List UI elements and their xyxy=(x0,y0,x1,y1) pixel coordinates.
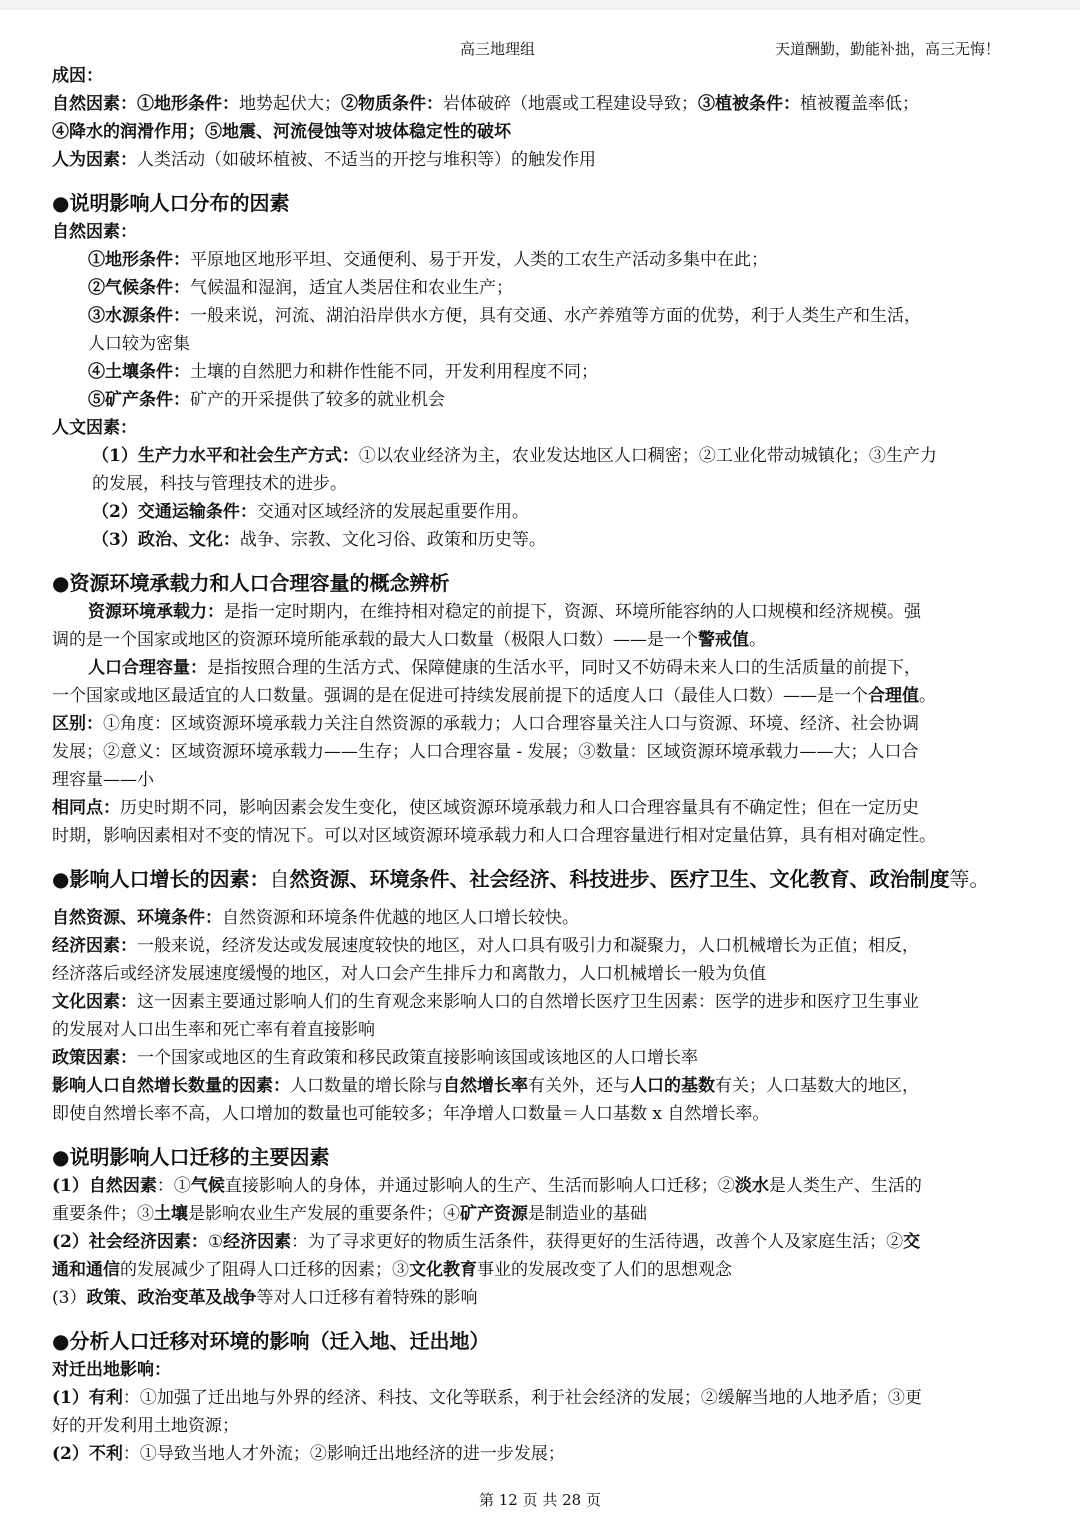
impact-positive-cont: 好的开发利用土地资源； xyxy=(52,1416,239,1436)
growth-economy-text1: 一般来说，经济发达或发展速度较快的地区，对人口具有吸引力和凝聚力，人口机械增长为正值；相反， xyxy=(137,936,919,956)
migration-social-comm: 通和通信 xyxy=(52,1260,120,1280)
distribution-human-label: 人文因素： xyxy=(52,418,137,438)
page-header xyxy=(52,38,1030,62)
growth-policy-label: 政策因素： xyxy=(52,1048,137,1068)
reasonable-def-cont xyxy=(52,682,1032,710)
header-group: 高三地理组 xyxy=(460,40,536,58)
migration-natural-e: 重要条件；③ xyxy=(52,1204,154,1224)
migration-social-economy: 经济因素 xyxy=(223,1232,292,1252)
growth-title-end: 等。 xyxy=(949,867,990,891)
impact-positive-label: (1）有利 xyxy=(52,1388,123,1408)
capacity-label: 资源环境承载力： xyxy=(88,602,224,622)
capacity-def-cont xyxy=(52,626,1032,654)
difference-label: 区别： xyxy=(52,714,103,734)
difference-line3: 理容量——小 xyxy=(52,770,154,790)
header-motto: 天道酬勤，勤能补拙，高三无悔！ xyxy=(774,40,1000,58)
page-content xyxy=(52,62,1032,1468)
human-factor-1-cont: 的发展，科技与管理技术的进步。 xyxy=(92,474,347,494)
human-factor-3-text: 战争、宗教、文化习俗、政策和历史等。 xyxy=(239,530,546,550)
migration-social-education: 文化教育 xyxy=(409,1260,477,1280)
migration-social-d: 的发展减少了阻碍人口迁移的因素；③ xyxy=(120,1260,409,1280)
list-item xyxy=(52,246,1032,274)
migration-natural-c: 直接影响人的身体，并通过影响人的生产、生活而影响人口迁移；② xyxy=(224,1176,735,1196)
human-factor-2-label: （2）交通运输条件： xyxy=(92,502,257,522)
migration-natural-water: 淡水 xyxy=(734,1176,769,1196)
growth-policy xyxy=(52,1044,1032,1072)
growth-culture-text1: 这一因素主要通过影响人们的生育观念来影响人口的自然增长医疗卫生因素：医学的进步和医疗卫生事业 xyxy=(137,992,919,1012)
reasonable-label: 人口合理容量： xyxy=(88,658,207,678)
terrain-label: ①地形条件： xyxy=(137,94,239,114)
migration-natural-label: (1）自然因素 xyxy=(52,1176,157,1196)
same-line2: 时期，影响因素相对不变的情况下。可以对区域资源环境承载力和人口合理容量进行相对定量估算，具有相对确定性。 xyxy=(52,826,936,846)
item-label: ③水源条件： xyxy=(88,306,190,326)
reasonable-end: 。 xyxy=(919,686,936,706)
reasonable-text1: 是指按照合理的生活方式、保障健康的生活水平，同时又不妨碍未来人口的生活质量的前提下， xyxy=(207,658,921,678)
capacity-text1: 是指一定时期内，在维持相对稳定的前提下，资源、环境所能容纳的人口规模和经济规模。强 xyxy=(224,602,921,622)
human-factor-1-text: ①以农业经济为主，农业发达地区人口稠密；②工业化带动城镇化；③生产力 xyxy=(358,446,937,466)
material-text: 岩体破碎（地震或工程建设导致； xyxy=(443,94,698,114)
migration-social xyxy=(52,1228,1032,1256)
capacity-end: 。 xyxy=(749,630,766,650)
section-title-growth xyxy=(52,864,1032,894)
vegetation-label: ③植被条件： xyxy=(698,94,800,114)
growth-culture-cont: 的发展对人口出生率和死亡率有着直接影响 xyxy=(52,1020,375,1040)
growth-title: ●影响人口增长的因素： xyxy=(52,867,270,891)
difference-line1 xyxy=(52,710,1032,738)
human-label: 人为因素： xyxy=(52,150,137,170)
migration-social-c: ：为了寻求更好的物质生活条件，获得更好的生活待遇，改善个人及家庭生活；② xyxy=(291,1232,904,1252)
growth-number-text2: 有关外，还与 xyxy=(528,1076,630,1096)
item-label: ①地形条件： xyxy=(88,250,190,270)
section-title-migration: ●说明影响人口迁移的主要因素 xyxy=(52,1145,330,1169)
difference-line2: 发展；②意义：区域资源环境承载力——生存；人口合理容量 - 发展；③数量：区域资源环境承载力——大；人口合 xyxy=(52,742,919,762)
section-title-capacity: ●资源环境承载力和人口合理容量的概念辨析 xyxy=(52,571,450,595)
growth-economy-label: 经济因素： xyxy=(52,936,137,956)
vegetation-text: 植被覆盖率低； xyxy=(800,94,919,114)
reasonable-bold: 合理值 xyxy=(868,686,919,706)
impact-positive-text1: ：①加强了迁出地与外界的经济、科技、文化等联系，利于社会经济的发展；②缓解当地的人地矛盾；③更 xyxy=(122,1388,922,1408)
list-item xyxy=(52,386,1032,414)
growth-title-factors: 然资源、环境条件、社会经济、科技进步、医疗卫生、文化教育、政治制度 xyxy=(289,867,950,891)
growth-number-text3: 有关；人口基数大的地区， xyxy=(715,1076,919,1096)
list-item xyxy=(52,330,1032,358)
same-line1 xyxy=(52,794,1032,822)
impact-negative-text: ：①导致当地人才外流；②影响迁出地经济的进一步发展； xyxy=(122,1444,565,1464)
item-label: ②气候条件： xyxy=(88,278,190,298)
item-text: 矿产的开采提供了较多的就业机会 xyxy=(190,390,445,410)
migration-policy xyxy=(52,1284,1032,1312)
page-footer: 第 12 页 共 28 页 xyxy=(478,1491,601,1509)
section-title-distribution: ●说明影响人口分布的因素 xyxy=(52,191,290,215)
natural-label: 自然因素： xyxy=(52,94,137,114)
item-label: ④土壤条件： xyxy=(88,362,190,382)
human-factor-1-label: （1）生产力水平和社会生产方式： xyxy=(92,446,359,466)
migration-natural-soil: 土壤 xyxy=(154,1204,188,1224)
impact-positive xyxy=(52,1384,1032,1412)
human-factor-1 xyxy=(52,442,1032,470)
migration-social-a: ① xyxy=(207,1232,224,1252)
growth-number-text1: 人口数量的增长除与 xyxy=(290,1076,443,1096)
growth-natural-text: 自然资源和环境条件优越的地区人口增长较快。 xyxy=(222,908,579,928)
same-label: 相同点： xyxy=(52,798,120,818)
human-factor-2-text: 交通对区域经济的发展起重要作用。 xyxy=(256,502,529,522)
growth-number-bold2: 人口的基数 xyxy=(630,1076,715,1096)
difference-text1: ①角度：区域资源环境承载力关注自然资源的承载力；人口合理容量关注人口与资源、环境、经济、社会协调 xyxy=(103,714,919,734)
migration-policy-c: 等对人口迁移有着特殊的影响 xyxy=(256,1288,478,1308)
migration-natural-d: 是人类生产、生活的 xyxy=(768,1176,922,1196)
item-text: 人口较为密集 xyxy=(88,334,190,354)
migration-natural xyxy=(52,1172,1032,1200)
item-text: 土壤的自然肥力和耕作性能不同，开发利用程度不同； xyxy=(190,362,598,382)
migration-social-label: (2）社会经济因素： xyxy=(52,1232,208,1252)
growth-number-bold1: 自然增长率 xyxy=(443,1076,528,1096)
material-label: ②物质条件： xyxy=(341,94,443,114)
growth-natural-label: 自然资源、环境条件： xyxy=(52,908,222,928)
growth-policy-text: 一个国家或地区的生育政策和移民政策直接影响该国或该地区的人口增长率 xyxy=(137,1048,698,1068)
impact-negative-label: (2）不利 xyxy=(52,1444,123,1464)
distribution-natural-label: 自然因素： xyxy=(52,222,137,242)
list-item xyxy=(52,358,1032,386)
item-text: 平原地区地形平坦、交通便利、易于开发，人类的工农生产活动多集中在此； xyxy=(190,250,768,270)
item-text: 一般来说，河流、湖泊沿岸供水方便，具有交通、水产养殖等方面的优势，利于人类生产和生活， xyxy=(190,306,921,326)
growth-economy xyxy=(52,932,1032,960)
natural-causes-line2: ④降水的润滑作用；⑤地震、河流侵蚀等对坡体稳定性的破坏 xyxy=(52,122,511,142)
cause-label: 成因： xyxy=(52,66,103,86)
capacity-bold: 警戒值 xyxy=(698,630,749,650)
migration-social-traffic: 交 xyxy=(903,1232,921,1252)
growth-number-label: 影响人口自然增长数量的因素： xyxy=(52,1076,290,1096)
human-factor-3 xyxy=(52,526,1032,554)
migration-natural-a: ：① xyxy=(156,1176,191,1196)
reasonable-def xyxy=(52,654,1032,682)
natural-causes-line xyxy=(52,90,1032,118)
capacity-text2: 调的是一个国家或地区的资源环境所能承载的最大人口数量（极限人口数）——是一个 xyxy=(52,630,698,650)
capacity-def xyxy=(52,598,1032,626)
migration-social-e: 事业的发展改变了人们的思想观念 xyxy=(477,1260,732,1280)
item-text: 气候温和湿润，适宜人类居住和农业生产； xyxy=(190,278,513,298)
top-bar xyxy=(0,0,1080,10)
growth-economy-cont: 经济落后或经济发展速度缓慢的地区，对人口会产生排斥力和离散力，人口机械增长一般为负值 xyxy=(52,964,766,984)
human-causes-line xyxy=(52,146,1032,174)
list-item xyxy=(52,274,1032,302)
migration-natural-g: 是制造业的基础 xyxy=(528,1204,647,1224)
same-text1: 历史时期不同，影响因素会发生变化，使区域资源环境承载力和人口合理容量具有不确定性；但在一定历史 xyxy=(120,798,919,818)
migration-natural-f: 是影响农业生产发展的重要条件；④ xyxy=(188,1204,460,1224)
section-title-impact: ●分析人口迁移对环境的影响（迁入地、迁出地） xyxy=(52,1329,490,1353)
growth-number-cont: 即使自然增长率不高，人口增加的数量也可能较多；年净增人口数量＝人口基数 x 自然增长率。 xyxy=(52,1104,770,1124)
list-item xyxy=(52,302,1032,330)
migration-social-cont xyxy=(52,1256,1032,1284)
terrain-text: 地势起伏大； xyxy=(239,94,341,114)
migration-policy-a: (3） xyxy=(52,1288,87,1308)
migration-natural-cont xyxy=(52,1200,1032,1228)
growth-culture-label: 文化因素： xyxy=(52,992,137,1012)
item-label: ⑤矿产条件： xyxy=(88,390,190,410)
reasonable-text2: 一个国家或地区最适宜的人口数量。强调的是在促进可持续发展前提下的适度人口（最佳人口数）——是一个 xyxy=(52,686,868,706)
growth-number xyxy=(52,1072,1032,1100)
growth-natural xyxy=(52,904,1032,932)
human-factor-3-label: （3）政治、文化： xyxy=(92,530,240,550)
migration-policy-bold: 政策、政治变革及战争 xyxy=(86,1288,257,1308)
growth-title-a: 自 xyxy=(269,867,290,891)
migration-natural-mineral: 矿产资源 xyxy=(460,1204,528,1224)
migration-natural-climate: 气候 xyxy=(190,1176,225,1196)
human-text: 人类活动（如破坏植被、不适当的开挖与堆积等）的触发作用 xyxy=(137,150,596,170)
human-factor-2 xyxy=(52,498,1032,526)
impact-negative xyxy=(52,1440,1032,1468)
impact-out-label: 对迁出地影响： xyxy=(52,1360,171,1380)
growth-culture xyxy=(52,988,1032,1016)
